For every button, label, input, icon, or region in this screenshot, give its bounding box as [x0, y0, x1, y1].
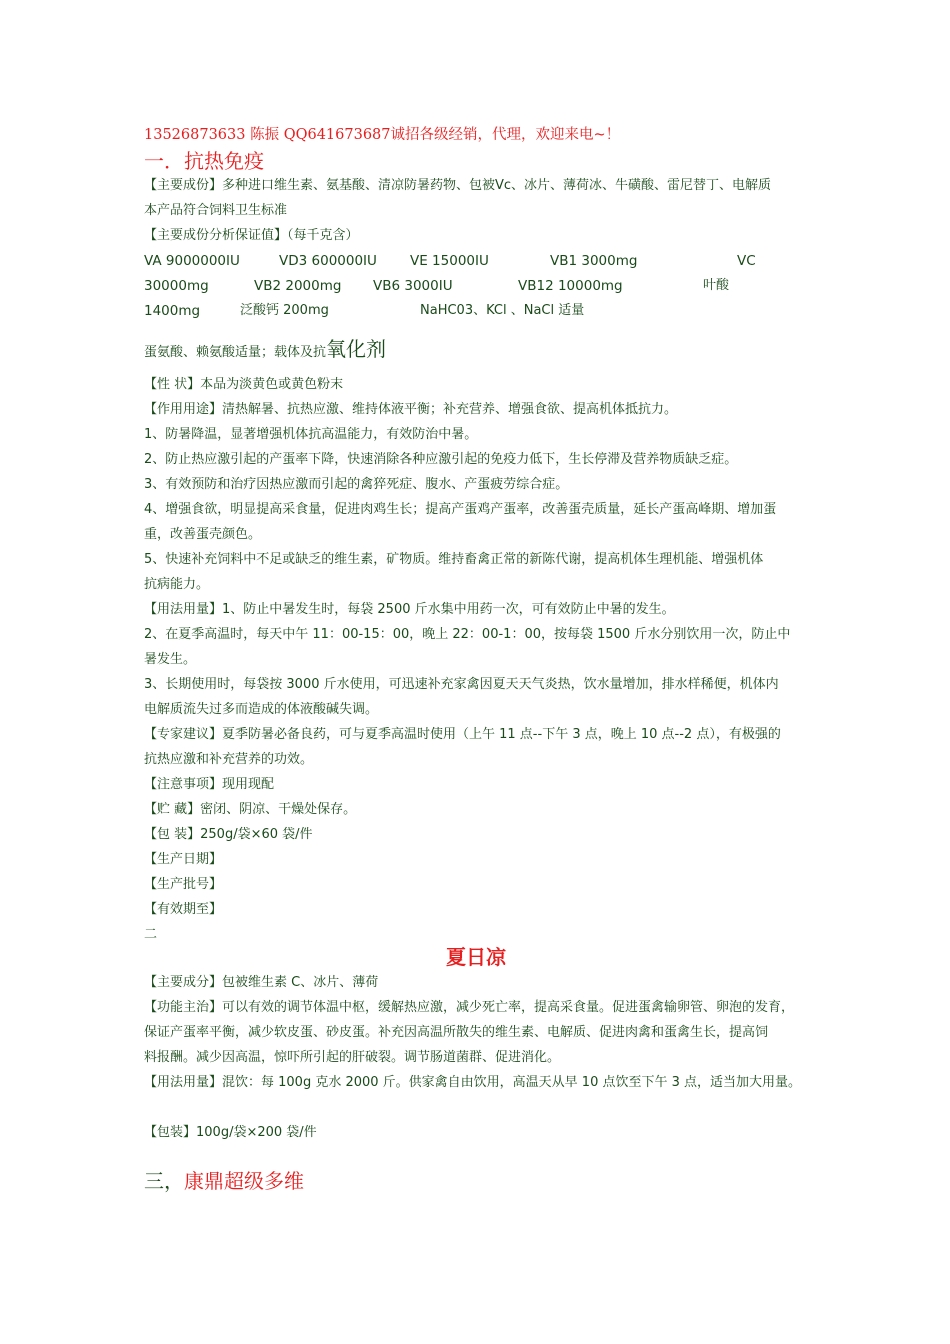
section2-ingredients: 【主要成分】包被维生素 C、冰片、薄荷 [144, 975, 379, 990]
dosage-2-cont: 暑发生。 [144, 652, 197, 667]
section2-title: 夏日凉 [446, 945, 506, 969]
section1-title: 一．抗热免疫 [144, 149, 264, 173]
vitamin-vb2: VB2 2000mg [254, 278, 342, 294]
dosage-1: 【用法用量】1、防止中暑发生时，每袋 2500 斤水集中用药一次，可有效防止中暑的发生。 [144, 602, 675, 617]
package: 【包 装】250g/袋×60 袋/件 [144, 827, 313, 842]
vitamin-vb6: VB6 3000IU [373, 278, 453, 294]
dosage-3-cont: 电解质流失过多而造成的体液酸碱失调。 [144, 702, 379, 717]
point-4-cont: 重，改善蛋壳颜色。 [144, 527, 262, 542]
amino-acids-text: 蛋氨酸、赖氨酸适量；载体及抗 [144, 345, 327, 360]
ingredients-line1: 【主要成份】多种进口维生素、氨基酸、清凉防暑药物、包被Vc、冰片、薄荷冰、牛磺酸、雷尼替丁、电解质 [144, 178, 772, 193]
notice: 【注意事项】现用现配 [144, 777, 275, 792]
section2-function-3: 料报酬。减少因高温，惊吓所引起的肝破裂。调节肠道菌群、促进消化。 [144, 1050, 561, 1065]
point-5: 5、快速补充饲料中不足或缺乏的维生素，矿物质。维持畜禽正常的新陈代谢，提高机体生理机能、增强机体 [144, 552, 764, 567]
expert-advice-cont: 抗热应激和补充营养的功效。 [144, 752, 314, 767]
analysis-header: 【主要成份分析保证值】（每千克含） [144, 228, 359, 243]
vitamin-vd3: VD3 600000IU [279, 253, 377, 269]
point-2: 2、防止热应激引起的产蛋率下降，快速消除各种应激引起的免疫力低下，生长停滞及营养物质缺乏症。 [144, 452, 738, 467]
section2-function-2: 保证产蛋率平衡，减少软皮蛋、砂皮蛋。补充因高温所散失的维生素、电解质、促进肉禽和蛋禽生长，提高饲 [144, 1025, 769, 1040]
vitamin-vc-label: VC [737, 253, 756, 269]
section3-prefix: 三， [144, 1169, 184, 1193]
storage: 【贮 藏】密闭、阴凉、干燥处保存。 [144, 802, 357, 817]
batch-number: 【生产批号】 [144, 877, 223, 892]
production-date: 【生产日期】 [144, 852, 223, 867]
contact-line: 13526873633 陈振 QQ641673687诚招各级经销，代理，欢迎来电~！ [144, 127, 621, 143]
point-1: 1、防暑降温，显著增强机体抗高温能力，有效防治中暑。 [144, 427, 478, 442]
vitamin-va: VA 9000000IU [144, 253, 240, 269]
salts: NaHC03、KCl 、NaCl 适量 [420, 303, 585, 318]
dosage-2: 2、在夏季高温时，每天中午 11：00-15：00，晚上 22：00-1：00，按每袋 1500 斤水分别饮用一次，防止中 [144, 627, 791, 642]
section2-function-1: 【功能主治】可以有效的调节体温中枢，缓解热应激，减少死亡率，提高采食量。促进蛋禽输卵管、卵泡的发育， [144, 1000, 795, 1015]
folic-acid-value: 1400mg [144, 303, 201, 319]
calcium-pantothenate: 泛酸钙 200mg [240, 303, 329, 318]
point-3: 3、有效预防和治疗因热应激而引起的禽猝死症、腹水、产蛋疲劳综合症。 [144, 477, 569, 492]
property: 【性 状】本品为淡黄色或黄色粉末 [144, 377, 344, 392]
section2-number: 二 [144, 927, 158, 942]
folic-acid-label: 叶酸 [703, 278, 730, 293]
amino-acids-line [144, 334, 386, 368]
vitamin-vc-value: 30000mg [144, 278, 209, 294]
usage: 【作用用途】清热解暑、抗热应激、维持体液平衡；补充营养、增强食欲、提高机体抵抗力。 [144, 402, 678, 417]
expert-advice: 【专家建议】夏季防暑必备良药，可与夏季高温时使用（上午 11 点--下午 3 点，晚上 10 点--2 点），有极强的 [144, 727, 781, 742]
point-4: 4、增强食欲，明显提高采食量，促进肉鸡生长；提高产蛋鸡产蛋率，改善蛋壳质量，延长产蛋高峰期、增加蛋 [144, 502, 777, 517]
point-5-cont: 抗病能力。 [144, 577, 210, 592]
expiry-date: 【有效期至】 [144, 902, 223, 917]
antioxidant-text: 氧化剂 [326, 337, 387, 361]
section2-package: 【包装】100g/袋×200 袋/件 [144, 1125, 317, 1140]
section2-dosage: 【用法用量】混饮：每 100g 克水 2000 斤。供家禽自由饮用，高温天从早 10 点饮至下午 3 点，适当加大用量。 [144, 1075, 802, 1090]
section3-heading [144, 1168, 304, 1194]
dosage-3: 3、长期使用时，每袋按 3000 斤水使用，可迅速补充家禽因夏天天气炎热，饮水量增加，排水样稀便，机体内 [144, 677, 779, 692]
vitamin-vb12: VB12 10000mg [518, 278, 623, 294]
vitamin-ve: VE 15000IU [410, 253, 489, 269]
ingredients-line2: 本产品符合饲料卫生标准 [144, 203, 288, 218]
vitamin-vb1: VB1 3000mg [550, 253, 638, 269]
section3-title: 康鼎超级多维 [184, 1169, 304, 1193]
